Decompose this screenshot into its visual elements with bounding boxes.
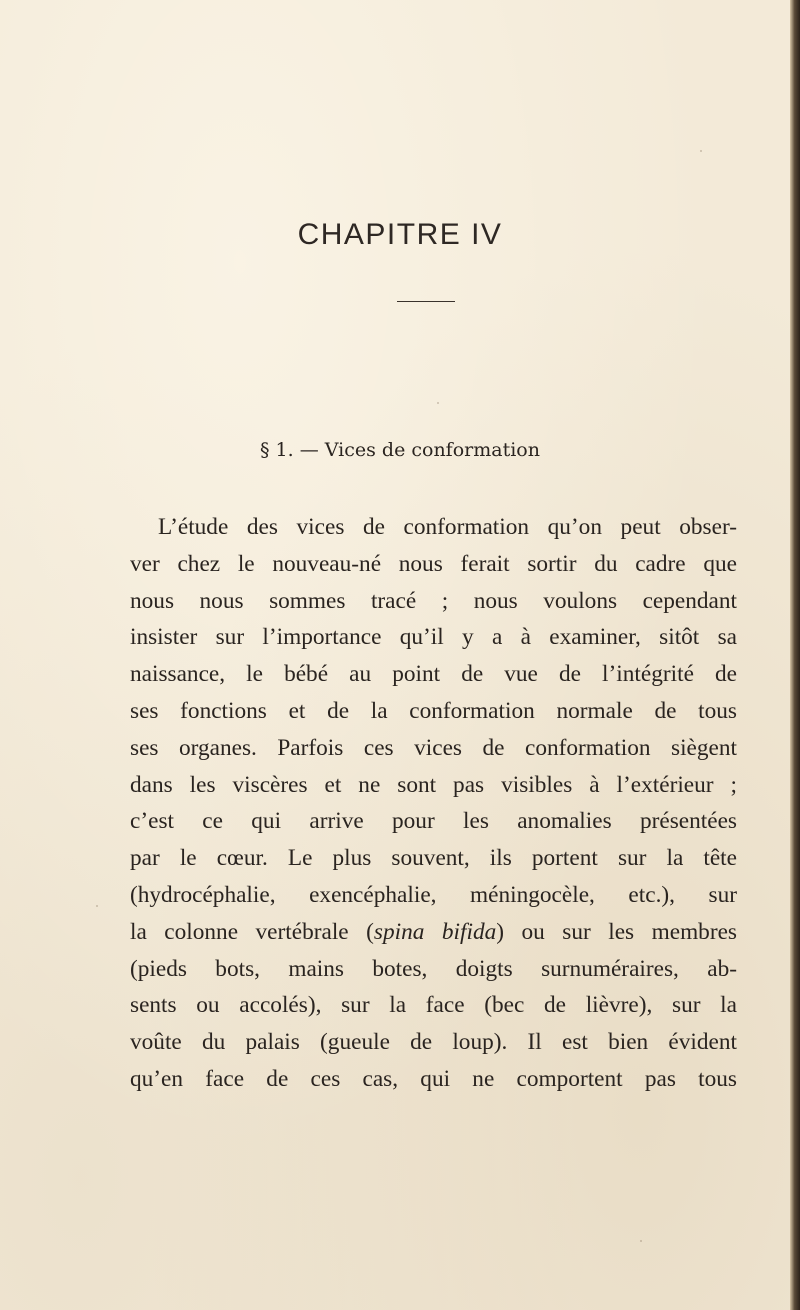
body-paragraph — [130, 509, 737, 1098]
text-line: ver chez le nouveau-né nous ferait sortir du cadre que — [130, 550, 737, 577]
text-line: ses fonctions et de la conformation normale de tous — [130, 697, 737, 724]
paper-speck — [437, 402, 439, 404]
italic-term: spina bifida — [373, 918, 497, 945]
text-line: ses organes. Parfois ces vices de conformation siègent — [130, 734, 737, 761]
section-number: § 1. — [260, 439, 294, 461]
text-line: naissance, le bébé au point de vue de l’intégrité de — [130, 661, 737, 688]
text-segment: ) ou sur les membres — [496, 918, 737, 945]
text-line-with-italic — [130, 914, 737, 951]
section-heading — [0, 439, 800, 461]
paper-speck — [96, 905, 98, 907]
text-line: voûte du palais (gueule de loup). Il est bien évident — [130, 1029, 737, 1056]
paper-speck — [640, 1240, 642, 1242]
paper-speck — [700, 150, 702, 152]
text-line: insister sur l’importance qu’il y a à examiner, sitôt sa — [130, 624, 737, 651]
text-line: sents ou accolés), sur la face (bec de lièvre), sur la — [130, 992, 737, 1019]
title-divider — [397, 301, 455, 302]
paper-speck — [600, 640, 602, 642]
text-line: qu’en face de ces cas, qui ne comportent pas tous — [130, 1065, 737, 1092]
section-title: Vices de conformation — [324, 439, 540, 461]
text-line: dans les viscères et ne sont pas visibles à l’extérieur ; — [130, 771, 737, 798]
section-separator: — — [299, 439, 319, 461]
text-line: c’est ce qui arrive pour les anomalies présentées — [130, 808, 737, 835]
text-line: nous nous sommes tracé ; nous voulons cependant — [130, 587, 737, 614]
text-line: (pieds bots, mains botes, doigts surnuméraires, ab- — [130, 955, 737, 982]
text-line: par le cœur. Le plus souvent, ils portent sur la tête — [130, 845, 737, 872]
paper-speck — [460, 1040, 462, 1042]
text-line: L’étude des vices de conformation qu’on peut obser- — [158, 514, 737, 540]
text-segment: la colonne vertébrale ( — [130, 918, 374, 945]
text-line: (hydrocéphalie, exencéphalie, méningocèle, etc.), sur — [130, 881, 737, 908]
page-edge — [790, 0, 800, 1310]
chapter-title: CHAPITRE IV — [297, 218, 503, 251]
